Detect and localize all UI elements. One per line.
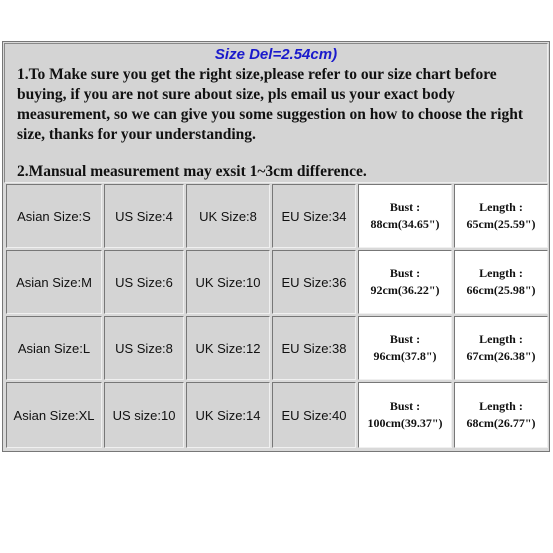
bust-value: 92cm(36.22") — [370, 283, 440, 297]
measurement-tolerance-text: 2.Mansual measurement may exsit 1~3cm difference. — [17, 163, 367, 180]
length-label: Length : — [479, 200, 523, 214]
size-chart-table — [2, 41, 550, 452]
length-value: 67cm(26.38") — [466, 349, 536, 363]
asian-size-cell: Asian Size:XL — [6, 382, 102, 448]
length-value: 68cm(26.77") — [466, 416, 536, 430]
bust-value: 100cm(39.37") — [367, 416, 443, 430]
length-label: Length : — [479, 266, 523, 280]
uk-size-cell: UK Size:10 — [186, 250, 270, 314]
size-note-box — [4, 43, 548, 183]
bust-cell — [358, 316, 452, 380]
uk-size-cell: UK Size:8 — [186, 184, 270, 248]
bust-cell — [358, 382, 452, 448]
asian-size-cell: Asian Size:S — [6, 184, 102, 248]
size-advice-text: 1.To Make sure you get the right size,please refer to our size chart before buying, if you are not sure about size, pls email us your exact body measurement, so we can give you some suggestion on how to choose the right size, thanks for your understanding. — [17, 66, 524, 143]
bust-label: Bust : — [389, 399, 421, 413]
bust-cell — [358, 250, 452, 314]
uk-size-cell: UK Size:12 — [186, 316, 270, 380]
length-cell — [454, 250, 548, 314]
length-label: Length : — [479, 332, 523, 346]
length-cell — [454, 184, 548, 248]
length-value: 66cm(25.98") — [466, 283, 536, 297]
asian-size-cell: Asian Size:M — [6, 250, 102, 314]
bust-label: Bust : — [389, 200, 421, 214]
us-size-cell: US Size:6 — [104, 250, 184, 314]
asian-size-cell: Asian Size:L — [6, 316, 102, 380]
length-label: Length : — [479, 399, 523, 413]
length-cell — [454, 382, 548, 448]
eu-size-cell: EU Size:40 — [272, 382, 356, 448]
eu-size-cell: EU Size:38 — [272, 316, 356, 380]
us-size-cell: US Size:4 — [104, 184, 184, 248]
eu-size-cell: EU Size:36 — [272, 250, 356, 314]
eu-size-cell: EU Size:34 — [272, 184, 356, 248]
length-cell — [454, 316, 548, 380]
bust-label: Bust : — [389, 332, 421, 346]
bust-value: 96cm(37.8") — [373, 349, 437, 363]
bust-value: 88cm(34.65") — [370, 217, 440, 231]
size-chart-title: Size Del=2.54cm) — [214, 46, 338, 63]
bust-cell — [358, 184, 452, 248]
us-size-cell: US size:10 — [104, 382, 184, 448]
us-size-cell: US Size:8 — [104, 316, 184, 380]
uk-size-cell: UK Size:14 — [186, 382, 270, 448]
length-value: 65cm(25.59") — [466, 217, 536, 231]
bust-label: Bust : — [389, 266, 421, 280]
